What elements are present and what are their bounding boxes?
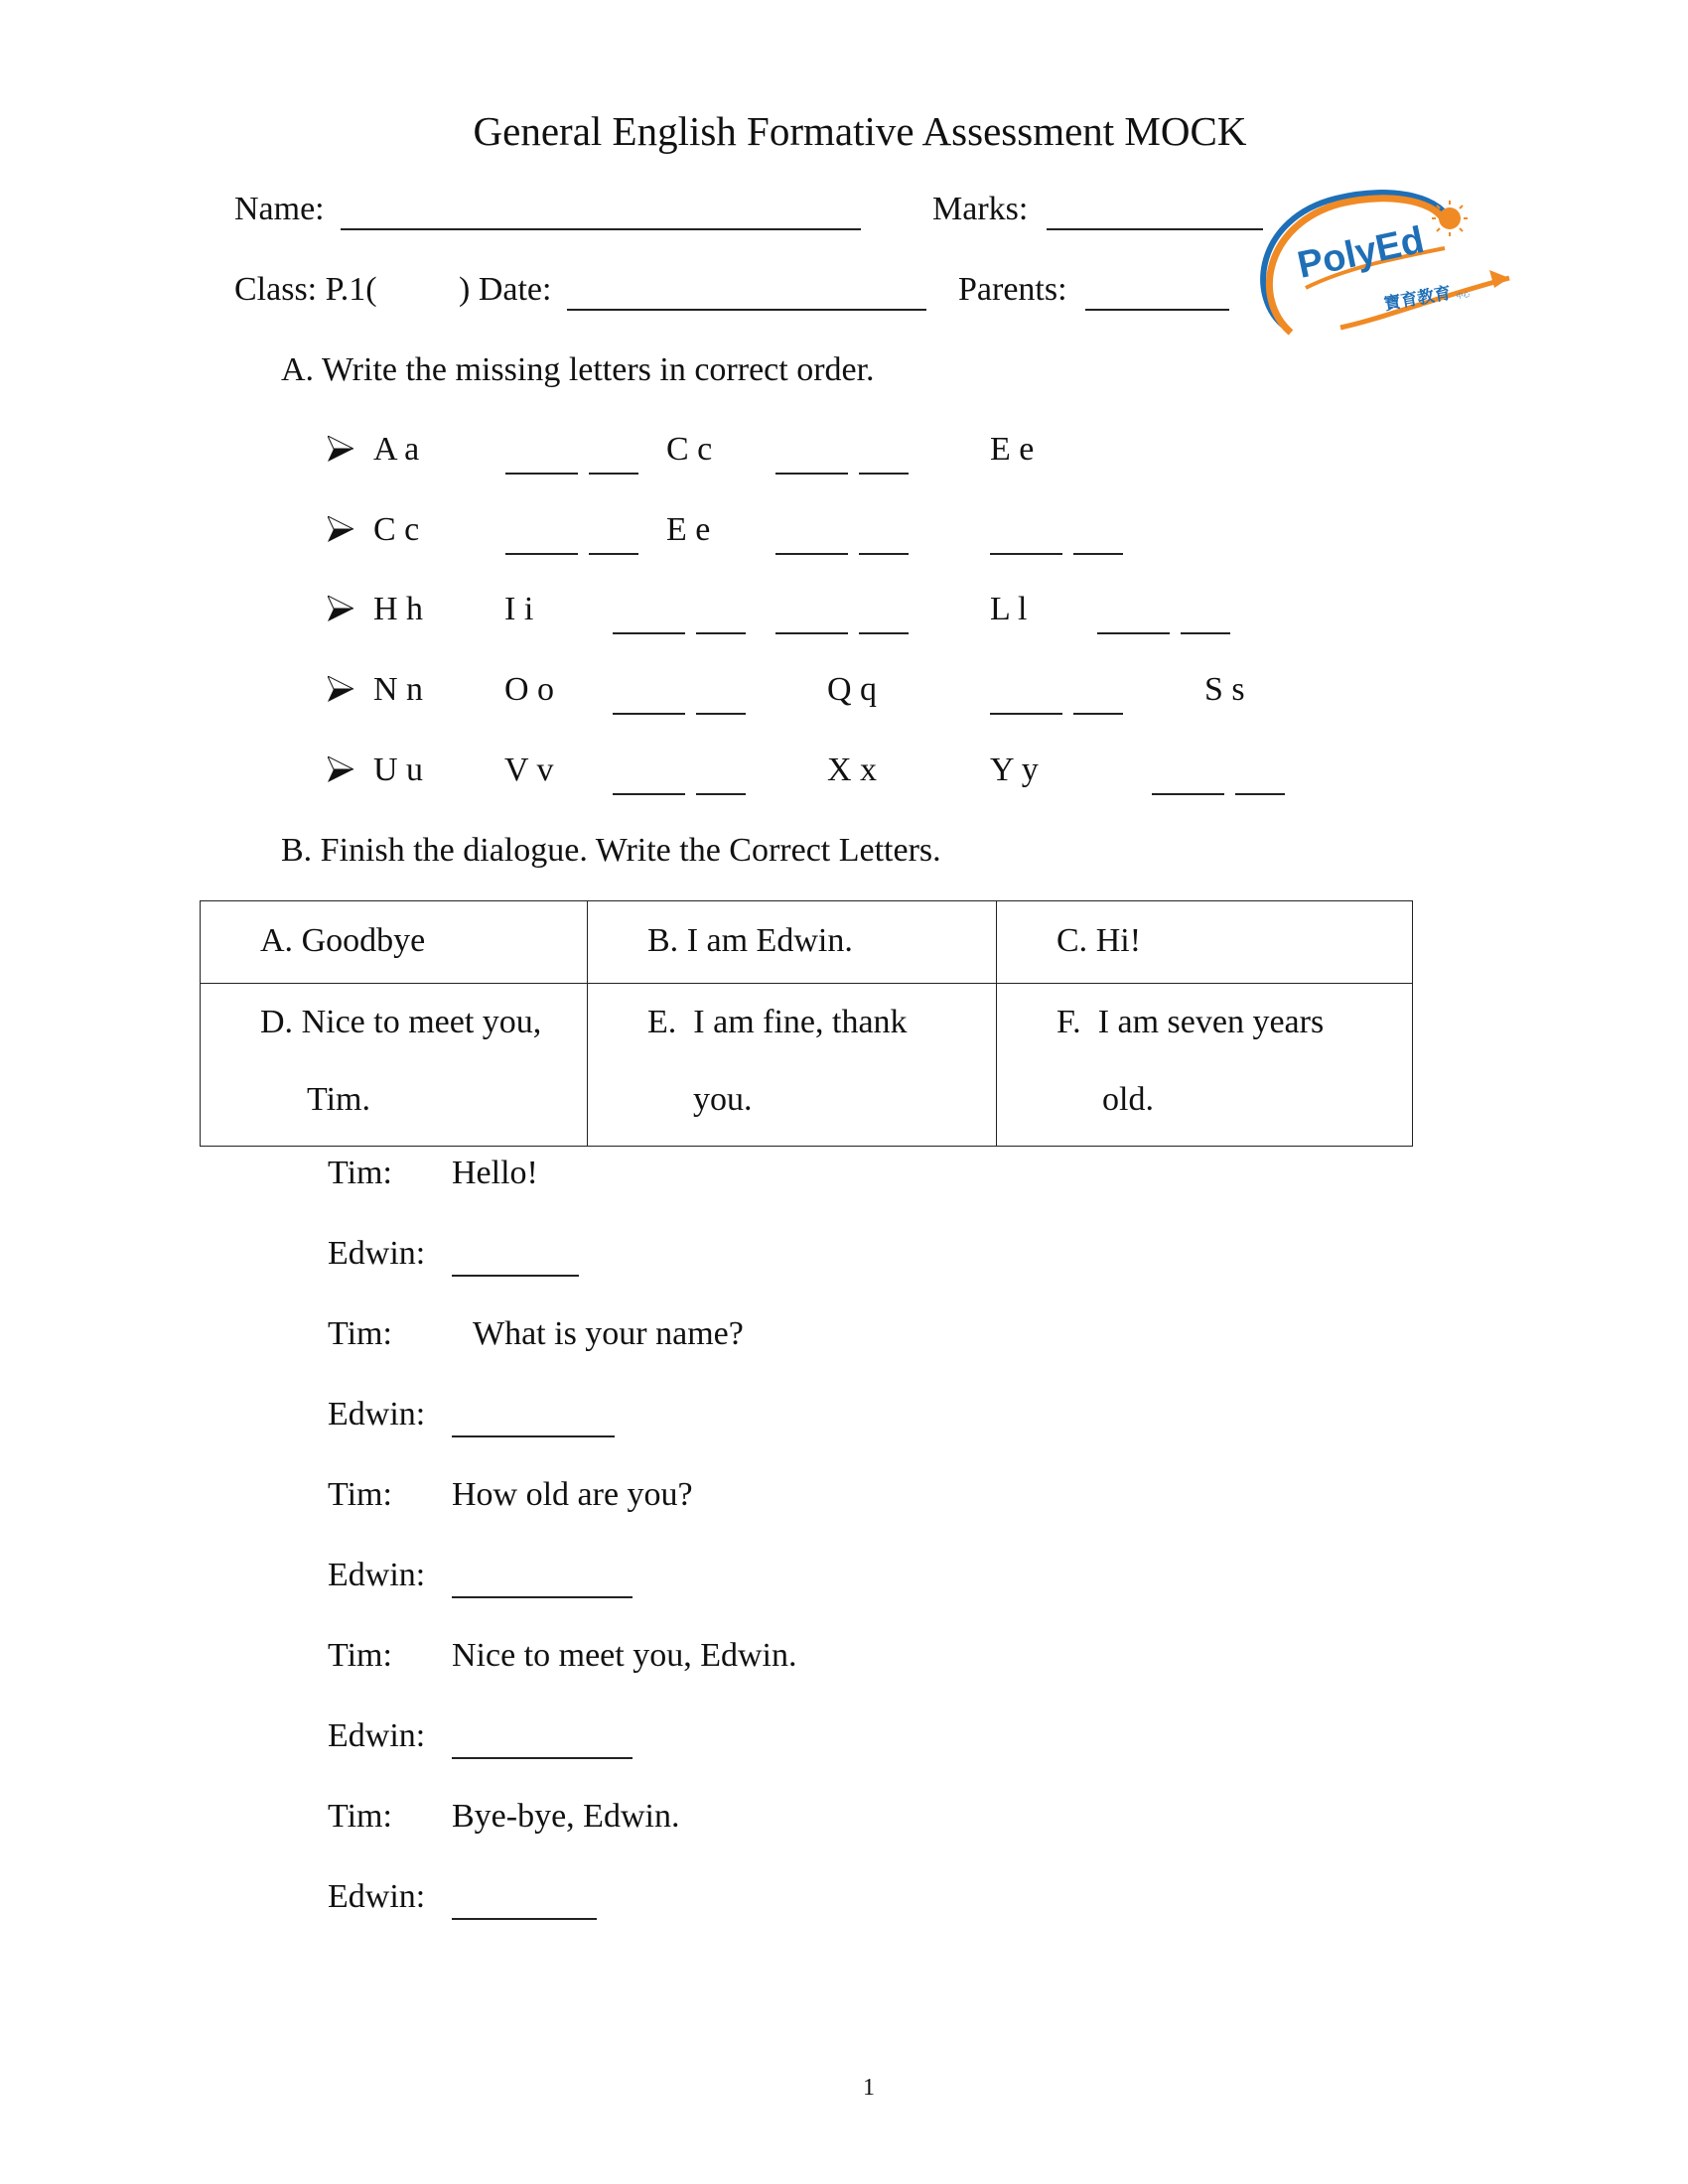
dialogue-line: Bye-bye, Edwin. bbox=[452, 1798, 680, 1835]
option-cell-c bbox=[997, 901, 1413, 984]
answer-blank[interactable] bbox=[452, 1435, 615, 1437]
answer-blank[interactable] bbox=[505, 473, 578, 475]
dialogue-line: What is your name? bbox=[473, 1315, 744, 1352]
name-label: Name: bbox=[234, 191, 325, 227]
letter-pair: I i bbox=[504, 591, 534, 627]
letter-pair: L l bbox=[990, 591, 1028, 627]
date-label: ) Date: bbox=[459, 271, 552, 308]
option-letter: F. bbox=[1056, 1004, 1081, 1040]
answer-blank[interactable] bbox=[613, 632, 685, 634]
speaker-label: Tim: bbox=[328, 1637, 392, 1674]
option-text-cont: you. bbox=[693, 1081, 753, 1118]
page-title: General English Formative Assessment MOCK bbox=[473, 108, 1247, 154]
option-text: Goodbye bbox=[301, 922, 426, 959]
dialogue-line: How old are you? bbox=[452, 1476, 693, 1513]
svg-text:中心: 中心 bbox=[1455, 290, 1472, 301]
answer-blank[interactable] bbox=[775, 473, 848, 475]
speaker-label: Edwin: bbox=[328, 1557, 426, 1593]
parents-field[interactable] bbox=[1085, 309, 1229, 311]
answer-blank[interactable] bbox=[505, 553, 578, 555]
answer-blank[interactable] bbox=[775, 632, 848, 634]
letter-pair: Y y bbox=[990, 751, 1039, 788]
arrow-bullet-icon bbox=[328, 676, 353, 702]
answer-blank[interactable] bbox=[859, 632, 909, 634]
answer-blank[interactable] bbox=[696, 793, 746, 795]
speaker-label: Tim: bbox=[328, 1476, 392, 1513]
arrow-bullet-icon bbox=[328, 516, 353, 542]
answer-blank[interactable] bbox=[696, 632, 746, 634]
option-letter: D. bbox=[260, 1004, 294, 1040]
answer-blank[interactable] bbox=[452, 1757, 633, 1759]
answer-blank[interactable] bbox=[1097, 632, 1170, 634]
letter-pair: O o bbox=[504, 671, 555, 708]
answer-blank[interactable] bbox=[775, 553, 848, 555]
svg-text:PolyEd: PolyEd bbox=[1294, 218, 1428, 287]
answer-blank[interactable] bbox=[1073, 553, 1123, 555]
letter-pair: C c bbox=[666, 431, 713, 468]
option-text: Nice to meet you, bbox=[301, 1004, 542, 1040]
option-text-cont: Tim. bbox=[307, 1081, 370, 1118]
answer-blank[interactable] bbox=[859, 553, 909, 555]
letter-pair: Q q bbox=[827, 671, 878, 708]
answer-blank[interactable] bbox=[990, 553, 1062, 555]
option-text: I am fine, thank bbox=[693, 1004, 908, 1040]
answer-blank[interactable] bbox=[696, 713, 746, 715]
answer-blank[interactable] bbox=[1073, 713, 1123, 715]
answer-blank[interactable] bbox=[452, 1918, 597, 1920]
letter-pair: A a bbox=[373, 431, 420, 468]
option-cell-a bbox=[201, 901, 588, 984]
section-b-heading: B. Finish the dialogue. Write the Correct Letters. bbox=[281, 832, 941, 869]
option-letter: E. bbox=[647, 1004, 677, 1040]
letter-pair: U u bbox=[373, 751, 424, 788]
options-row bbox=[201, 984, 1413, 1147]
speaker-label: Tim: bbox=[328, 1315, 392, 1352]
option-text: I am Edwin. bbox=[686, 922, 853, 959]
option-text: Hi! bbox=[1095, 922, 1142, 959]
option-cell-e bbox=[588, 984, 997, 1147]
option-cell-b bbox=[588, 901, 997, 984]
option-letter: B. bbox=[647, 922, 679, 959]
answer-blank[interactable] bbox=[859, 473, 909, 475]
answer-blank[interactable] bbox=[1152, 793, 1224, 795]
svg-text:寶育教育: 寶育教育 bbox=[1382, 283, 1453, 315]
answer-blank[interactable] bbox=[1181, 632, 1230, 634]
date-field[interactable] bbox=[567, 309, 926, 311]
dialogue-line: Nice to meet you, Edwin. bbox=[452, 1637, 797, 1674]
letter-pair: V v bbox=[504, 751, 554, 788]
letter-pair: H h bbox=[373, 591, 424, 627]
arrow-bullet-icon bbox=[328, 756, 353, 782]
option-cell-f bbox=[997, 984, 1413, 1147]
marks-field[interactable] bbox=[1047, 228, 1263, 230]
letter-pair: E e bbox=[990, 431, 1035, 468]
section-a-heading: A. Write the missing letters in correct order. bbox=[281, 351, 875, 388]
speaker-label: Edwin: bbox=[328, 1396, 426, 1433]
answer-blank[interactable] bbox=[613, 793, 685, 795]
answer-blank[interactable] bbox=[589, 553, 638, 555]
answer-blank[interactable] bbox=[589, 473, 638, 475]
speaker-label: Edwin: bbox=[328, 1878, 426, 1915]
letter-pair: C c bbox=[373, 511, 420, 548]
arrow-bullet-icon bbox=[328, 596, 353, 621]
letter-pair: S s bbox=[1204, 671, 1245, 708]
answer-blank[interactable] bbox=[452, 1596, 633, 1598]
speaker-label: Edwin: bbox=[328, 1717, 426, 1754]
polyed-logo-icon bbox=[1246, 179, 1524, 352]
answer-blank[interactable] bbox=[452, 1275, 579, 1277]
speaker-label: Edwin: bbox=[328, 1235, 426, 1272]
letter-pair: N n bbox=[373, 671, 424, 708]
parents-label: Parents: bbox=[958, 271, 1067, 308]
option-letter: A. bbox=[260, 922, 294, 959]
arrow-bullet-icon bbox=[328, 436, 353, 462]
options-table bbox=[200, 900, 1413, 1147]
page-number: 1 bbox=[863, 2075, 875, 2101]
speaker-label: Tim: bbox=[328, 1155, 392, 1191]
option-text: I am seven years bbox=[1097, 1004, 1325, 1040]
letter-pair: E e bbox=[666, 511, 711, 548]
option-text-cont: old. bbox=[1102, 1081, 1154, 1118]
answer-blank[interactable] bbox=[990, 713, 1062, 715]
marks-label: Marks: bbox=[932, 191, 1029, 227]
polyed-logo bbox=[1246, 179, 1524, 352]
class-label: Class: P.1( bbox=[234, 271, 377, 308]
answer-blank[interactable] bbox=[1235, 793, 1285, 795]
letter-pair: X x bbox=[827, 751, 878, 788]
options-row bbox=[201, 901, 1413, 984]
option-letter: C. bbox=[1056, 922, 1088, 959]
answer-blank[interactable] bbox=[613, 713, 685, 715]
dialogue-line: Hello! bbox=[452, 1155, 538, 1191]
speaker-label: Tim: bbox=[328, 1798, 392, 1835]
name-field[interactable] bbox=[341, 228, 861, 230]
option-cell-d bbox=[201, 984, 588, 1147]
